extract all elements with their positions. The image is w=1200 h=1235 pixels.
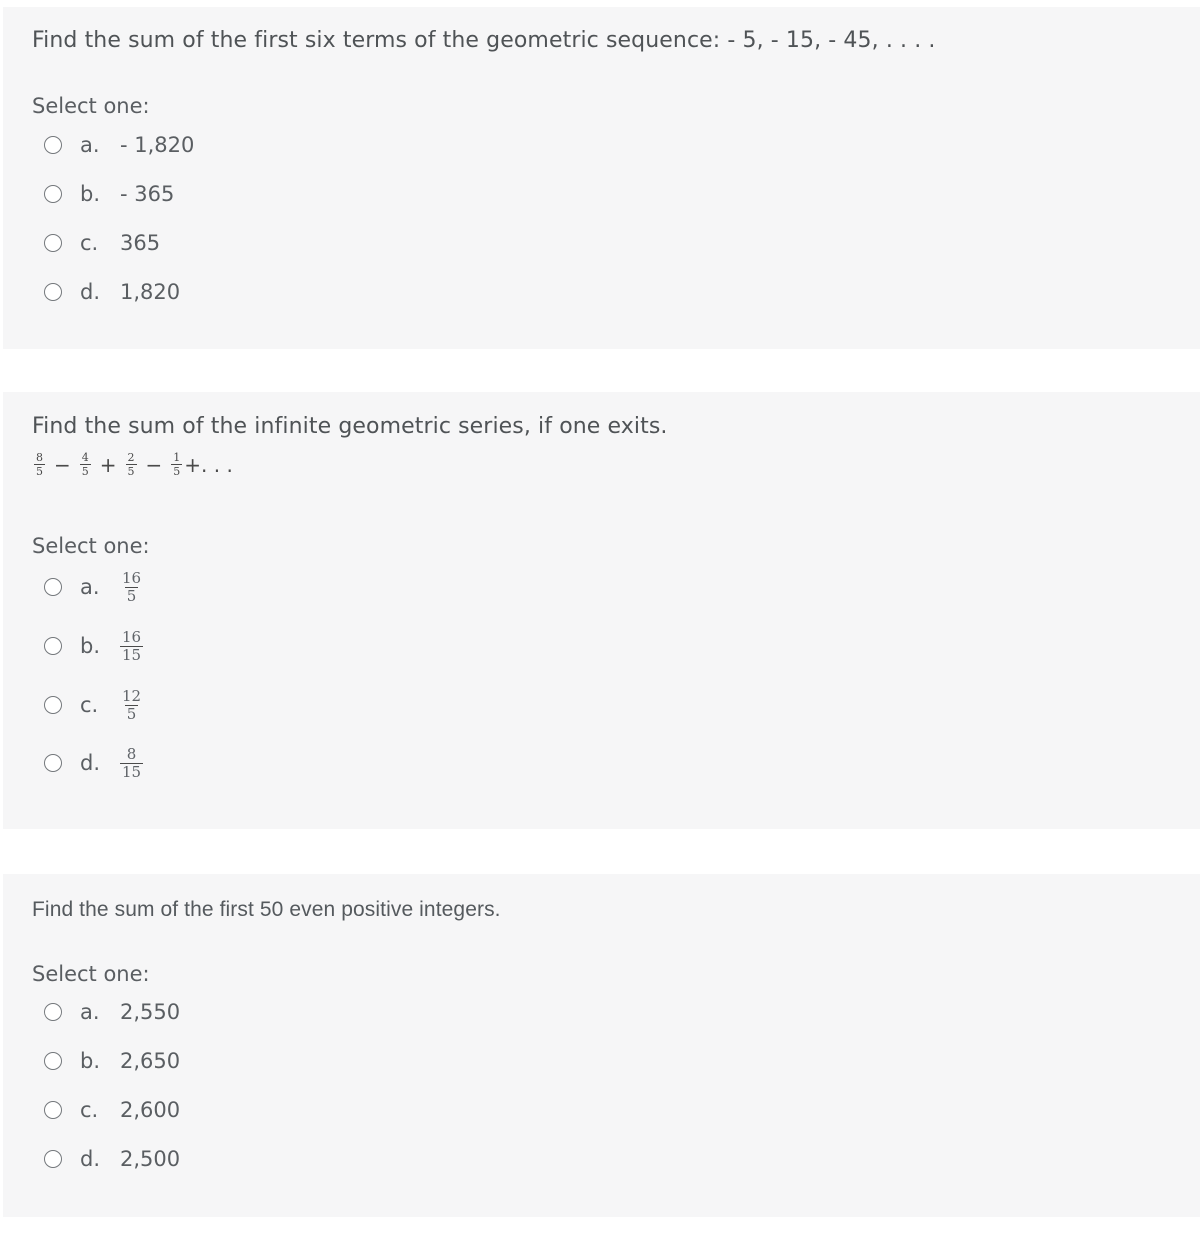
radio-button[interactable] bbox=[44, 1150, 62, 1168]
series-term-2 bbox=[80, 452, 91, 477]
option-text: 1,820 bbox=[120, 280, 181, 304]
series-term-3 bbox=[126, 452, 137, 477]
option-letter: d. bbox=[80, 1147, 101, 1171]
fraction-denominator: 5 bbox=[173, 465, 181, 478]
option-letter: a. bbox=[80, 575, 100, 599]
option-fraction bbox=[120, 686, 143, 723]
radio-button[interactable] bbox=[44, 1003, 62, 1021]
fraction-numerator: 16 bbox=[122, 627, 142, 646]
radio-button[interactable] bbox=[44, 234, 62, 252]
option-letter: a. bbox=[80, 1000, 100, 1024]
fraction-denominator: 5 bbox=[36, 465, 43, 478]
fraction-numerator: 4 bbox=[81, 451, 89, 464]
question-card-3 bbox=[3, 874, 1200, 1217]
question-3-select-label: Select one: bbox=[32, 962, 150, 986]
fraction-denominator: 15 bbox=[122, 645, 142, 664]
radio-button[interactable] bbox=[44, 578, 62, 596]
option-text: - 365 bbox=[120, 182, 175, 206]
fraction-denominator: 5 bbox=[127, 465, 135, 478]
option-text: - 1,820 bbox=[120, 133, 195, 157]
question-2-option-d[interactable] bbox=[44, 744, 143, 781]
option-letter: b. bbox=[80, 182, 101, 206]
radio-button[interactable] bbox=[44, 1101, 62, 1119]
question-1-text: Find the sum of the first six terms of the geometric sequence: - 5, - 15, - 45, . . . . bbox=[32, 28, 936, 53]
fraction-numerator: 16 bbox=[122, 568, 142, 587]
series-operator: − bbox=[145, 452, 163, 477]
radio-button[interactable] bbox=[44, 283, 62, 301]
question-1-option-a[interactable] bbox=[44, 130, 194, 160]
option-text: 2,650 bbox=[120, 1049, 181, 1073]
series-term-4 bbox=[171, 452, 182, 477]
question-2-select-label: Select one: bbox=[32, 534, 150, 558]
question-2-option-a[interactable] bbox=[44, 568, 143, 605]
radio-button[interactable] bbox=[44, 754, 62, 772]
radio-button[interactable] bbox=[44, 696, 62, 714]
fraction-denominator: 15 bbox=[122, 762, 142, 781]
option-letter: c. bbox=[80, 231, 99, 255]
option-letter: c. bbox=[80, 1098, 99, 1122]
fraction-numerator: 8 bbox=[36, 451, 43, 464]
option-fraction bbox=[120, 568, 143, 605]
option-letter: d. bbox=[80, 751, 101, 775]
fraction-numerator: 8 bbox=[126, 744, 137, 763]
option-letter: a. bbox=[80, 133, 100, 157]
question-3-text: Find the sum of the first 50 even positive integers. bbox=[32, 898, 501, 921]
option-text: 2,500 bbox=[120, 1147, 181, 1171]
option-text: 2,600 bbox=[120, 1098, 181, 1122]
fraction-denominator: 5 bbox=[126, 704, 137, 723]
question-2-option-b[interactable] bbox=[44, 627, 143, 664]
radio-button[interactable] bbox=[44, 1052, 62, 1070]
question-1-select-label: Select one: bbox=[32, 94, 150, 118]
fraction-denominator: 5 bbox=[81, 465, 89, 478]
radio-button[interactable] bbox=[44, 637, 62, 655]
option-fraction bbox=[120, 744, 143, 781]
question-card-1 bbox=[3, 7, 1200, 349]
series-operator: − bbox=[54, 452, 71, 477]
fraction-numerator: 12 bbox=[122, 686, 142, 705]
question-1-option-b[interactable] bbox=[44, 179, 174, 209]
radio-button[interactable] bbox=[44, 185, 62, 203]
fraction-numerator: 1 bbox=[173, 451, 181, 464]
fraction-numerator: 2 bbox=[127, 451, 135, 464]
option-letter: b. bbox=[80, 634, 101, 658]
question-2-text: Find the sum of the infinite geometric series, if one exits. bbox=[32, 414, 668, 439]
question-3-option-c[interactable] bbox=[44, 1095, 180, 1125]
series-operator: + bbox=[99, 452, 117, 477]
series-tail: +. . . bbox=[184, 452, 233, 477]
question-1-option-d[interactable] bbox=[44, 277, 180, 307]
radio-button[interactable] bbox=[44, 136, 62, 154]
question-3-option-b[interactable] bbox=[44, 1046, 180, 1076]
question-1-option-c[interactable] bbox=[44, 228, 160, 258]
option-letter: b. bbox=[80, 1049, 101, 1073]
question-3-option-d[interactable] bbox=[44, 1144, 180, 1174]
option-fraction bbox=[120, 627, 143, 664]
option-text: 2,550 bbox=[120, 1000, 181, 1024]
series-expression bbox=[34, 452, 233, 477]
option-letter: c. bbox=[80, 693, 99, 717]
option-text: 365 bbox=[120, 231, 161, 255]
question-2-option-c[interactable] bbox=[44, 686, 143, 723]
question-3-option-a[interactable] bbox=[44, 997, 180, 1027]
fraction-denominator: 5 bbox=[126, 586, 137, 605]
series-term-1 bbox=[34, 452, 45, 477]
option-letter: d. bbox=[80, 280, 101, 304]
